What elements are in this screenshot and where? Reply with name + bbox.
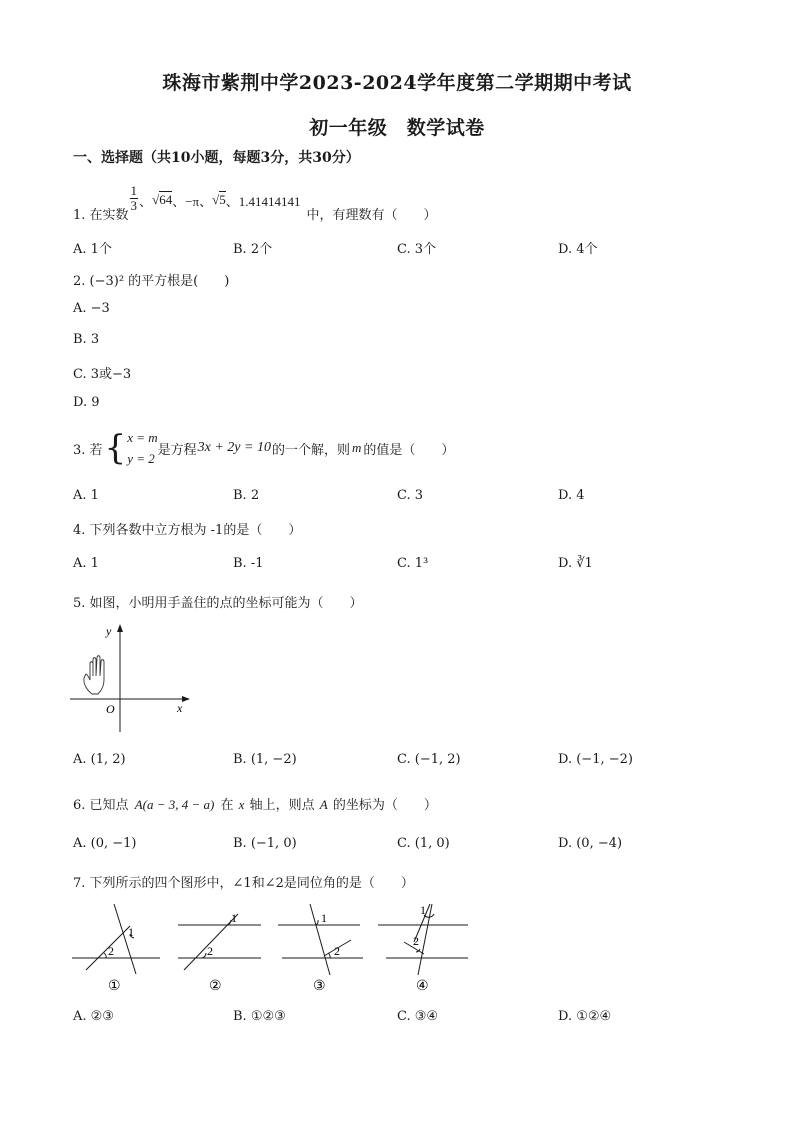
q1-fraction	[130, 184, 139, 213]
q5-x-label: x	[177, 701, 183, 715]
q7-option-d[interactable]: D. ①②④	[558, 1009, 612, 1024]
q1-sqrt5: √5	[212, 192, 226, 207]
q3-option-b[interactable]: B. 2	[233, 488, 260, 503]
q1-tail: 、1.41414141	[225, 193, 301, 209]
q7-fig2-angle1: 1	[231, 911, 237, 925]
q2-option-d[interactable]: D. 9	[73, 395, 100, 410]
q6-option-b[interactable]: B. (−1, 0)	[233, 836, 297, 851]
q1-sqrt5-radicand: 5	[219, 192, 226, 207]
q3-prefix: 3. 若	[73, 442, 103, 458]
q6-option-c[interactable]: C. (1, 0)	[397, 836, 450, 851]
section-heading: 一、选择题（共10小题，每题3分，共30分）	[73, 150, 360, 166]
q1-option-d[interactable]: D. 4个	[558, 242, 598, 257]
q6-tail: 轴上，则点	[249, 798, 315, 813]
q1-suffix: 中，有理数有（ ）	[306, 207, 437, 223]
q1-sep2: 、−π、	[172, 193, 213, 209]
q2-option-c[interactable]: C. 3或−3	[73, 367, 132, 382]
q7-figures	[68, 900, 478, 995]
q1-option-c[interactable]: C. 3个	[397, 242, 437, 257]
q4-option-b[interactable]: B. -1	[233, 556, 264, 571]
q7-fig1-angle1: 1	[128, 925, 134, 939]
q1-frac-den: 3	[130, 197, 138, 213]
q5-origin-label: O	[106, 702, 115, 716]
question-5: 5. 如图，小明用手盖住的点的坐标可能为（ ）	[73, 596, 363, 611]
q5-coordinate-figure	[66, 620, 196, 735]
q6-suffix: 的坐标为（ ）	[332, 798, 437, 813]
q5-option-c[interactable]: C. (−1, 2)	[397, 752, 461, 767]
q5-option-d[interactable]: D. (−1, −2)	[558, 752, 633, 767]
q3-system	[127, 427, 157, 469]
q5-option-a[interactable]: A. (1, 2)	[73, 752, 126, 767]
q6-mid: 在	[220, 798, 234, 813]
q1-option-a[interactable]: A. 1个	[73, 242, 112, 257]
q4-option-a[interactable]: A. 1	[73, 556, 99, 571]
q6-point: A(a − 3, 4 − a)	[134, 797, 215, 812]
question-2: 2. (−3)² 的平方根是( )	[73, 274, 230, 289]
q3-eq1: x = m	[127, 430, 158, 445]
q3-mid: 是方程	[157, 442, 197, 458]
q2-option-a[interactable]: A. −3	[73, 301, 110, 316]
q5-option-b[interactable]: B. (1, −2)	[233, 752, 297, 767]
q7-fig1-angle2: 2	[108, 944, 114, 958]
exam-subtitle: 初一年级 数学试卷	[309, 117, 485, 139]
q7-fig-label-3: ③	[313, 979, 326, 994]
q3-option-c[interactable]: C. 3	[397, 488, 424, 503]
q1-sep1: 、	[139, 193, 153, 209]
question-1	[73, 180, 437, 224]
q3-suffix: 的值是（ ）	[363, 442, 455, 458]
q7-fig4-angle1: 1	[420, 903, 426, 917]
q4-option-c[interactable]: C. 1³	[397, 556, 429, 571]
q3-option-a[interactable]: A. 1	[73, 488, 99, 503]
q4-option-d[interactable]: D. ∛1	[558, 556, 593, 571]
q5-x-arrow	[182, 696, 190, 702]
q2-option-b[interactable]: B. 3	[73, 332, 100, 347]
question-6	[73, 794, 437, 813]
question-7: 7. 下列所示的四个图形中，∠1和∠2是同位角的是（ ）	[73, 876, 414, 891]
q1-sqrt64-radicand: 64	[159, 192, 173, 207]
q7-option-a[interactable]: A. ②③	[73, 1009, 114, 1024]
q7-fig3-angle2: 2	[334, 944, 340, 958]
q6-option-a[interactable]: A. (0, −1)	[73, 836, 137, 851]
q6-option-d[interactable]: D. (0, −4)	[558, 836, 623, 851]
q6-prefix: 6. 已知点	[73, 798, 129, 813]
q7-figure-1	[72, 904, 160, 974]
q3-equation: 3x + 2y = 10	[197, 440, 271, 455]
q7-option-b[interactable]: B. ①②③	[233, 1009, 286, 1024]
q3-option-d[interactable]: D. 4	[558, 488, 585, 503]
q7-fig4-angle2: 2	[413, 934, 419, 948]
question-3	[73, 425, 454, 471]
q5-y-label: y	[106, 624, 112, 638]
q3-eq2: y = 2	[127, 451, 155, 466]
q1-prefix: 1. 在实数	[73, 207, 129, 223]
hand-icon	[84, 656, 104, 694]
q7-figure-2	[178, 914, 261, 970]
q1-option-b[interactable]: B. 2个	[233, 242, 273, 257]
exam-title: 珠海市紫荆中学2023-2024学年度第二学期期中考试	[162, 72, 632, 94]
q3-brace: {	[104, 428, 127, 468]
q7-option-c[interactable]: C. ③④	[397, 1009, 439, 1024]
question-4: 4. 下列各数中立方根为 -1的是（ ）	[73, 523, 302, 538]
q3-var: m	[351, 440, 362, 455]
q6-label: A	[319, 797, 328, 812]
q7-fig3-angle1: 1	[321, 911, 327, 925]
q7-fig-label-4: ④	[416, 979, 429, 994]
q6-axis: x	[238, 797, 245, 812]
q3-tail: 的一个解，则	[271, 442, 350, 458]
q7-fig-label-2: ②	[209, 979, 222, 994]
q5-y-arrow	[117, 624, 123, 632]
q7-fig2-angle2: 2	[207, 944, 213, 958]
q1-sqrt64: √64	[152, 192, 173, 207]
q7-fig-label-1: ①	[108, 979, 121, 994]
q1-frac-num: 1	[130, 182, 138, 198]
